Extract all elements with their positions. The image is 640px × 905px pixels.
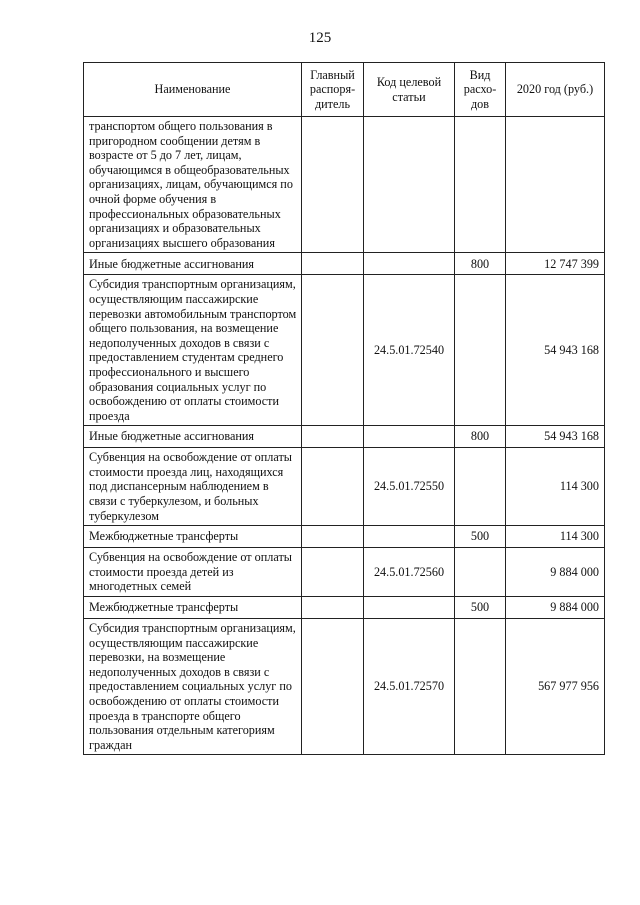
row-name: Субсидия транспортным организациям, осуществляющим пассажирские перевозки, на возмещение недополученных доходов в связи с предоставлением социальных услуг по освобождению от оплаты стоимости проезда в транспорте общего пользования отдельным категориям граждан [84, 619, 302, 755]
row-name: Субвенция на освобождение от оплаты стоимости проезда детей из многодетных семей [84, 548, 302, 597]
row-name: Иные бюджетные ассигнования [84, 253, 302, 275]
row-name: транспортом общего пользования в пригородном сообщении детям в возрасте от 5 до 7 лет, лицам, обучающимся в общеобразовательных организациях, лицам, обучающимся по очной форме обучения в профессиональных образовательных организациях и образовательных организациях высшего образования [84, 117, 302, 253]
row-manager [302, 526, 364, 548]
table-row [84, 117, 605, 253]
row-code [364, 526, 455, 548]
header-year-amount: 2020 год (руб.) [506, 63, 605, 117]
table-row [84, 426, 605, 448]
row-amount: 12 747 399 [506, 253, 605, 275]
row-type [455, 448, 506, 526]
row-amount: 54 943 168 [506, 426, 605, 448]
row-amount: 54 943 168 [506, 275, 605, 426]
table-row [84, 597, 605, 619]
header-expense-type: Вид расхо-дов [455, 63, 506, 117]
row-name: Иные бюджетные ассигнования [84, 426, 302, 448]
table-row [84, 548, 605, 597]
row-name: Субвенция на освобождение от оплаты стоимости проезда лиц, находящихся под диспансерным наблюдением в связи с туберкулезом, и больных туберкулезом [84, 448, 302, 526]
row-type [455, 619, 506, 755]
table-header-row [84, 63, 605, 117]
row-code: 24.5.01.72570 [364, 619, 455, 755]
row-manager [302, 275, 364, 426]
row-name: Субсидия транспортным организациям, осуществляющим пассажирские перевозки автомобильным транспортом общего пользования, на возмещение недополученных доходов в связи с предоставлением студентам среднего профессионального и высшего образования социальных услуг по освобождению от оплаты стоимости проезда [84, 275, 302, 426]
row-amount: 114 300 [506, 448, 605, 526]
row-type [455, 117, 506, 253]
header-name: Наименование [84, 63, 302, 117]
table-row [84, 619, 605, 755]
row-name: Межбюджетные трансферты [84, 526, 302, 548]
row-code: 24.5.01.72540 [364, 275, 455, 426]
row-type [455, 548, 506, 597]
row-type: 800 [455, 426, 506, 448]
row-code [364, 253, 455, 275]
row-amount: 567 977 956 [506, 619, 605, 755]
row-amount [506, 117, 605, 253]
header-main-manager: Главный распоря-дитель [302, 63, 364, 117]
row-code [364, 117, 455, 253]
table-row [84, 448, 605, 526]
table-row [84, 275, 605, 426]
table-row [84, 253, 605, 275]
row-name: Межбюджетные трансферты [84, 597, 302, 619]
row-manager [302, 253, 364, 275]
page-number: 125 [308, 30, 332, 46]
table-row [84, 526, 605, 548]
row-manager [302, 426, 364, 448]
row-manager [302, 597, 364, 619]
row-code: 24.5.01.72560 [364, 548, 455, 597]
row-type [455, 275, 506, 426]
budget-table [83, 62, 605, 755]
row-type: 500 [455, 526, 506, 548]
row-code [364, 426, 455, 448]
row-manager [302, 548, 364, 597]
row-manager [302, 117, 364, 253]
row-manager [302, 619, 364, 755]
row-code: 24.5.01.72550 [364, 448, 455, 526]
row-amount: 114 300 [506, 526, 605, 548]
row-code [364, 597, 455, 619]
row-amount: 9 884 000 [506, 597, 605, 619]
row-manager [302, 448, 364, 526]
row-amount: 9 884 000 [506, 548, 605, 597]
row-type: 500 [455, 597, 506, 619]
row-type: 800 [455, 253, 506, 275]
header-target-code: Код целевой статьи [364, 63, 455, 117]
